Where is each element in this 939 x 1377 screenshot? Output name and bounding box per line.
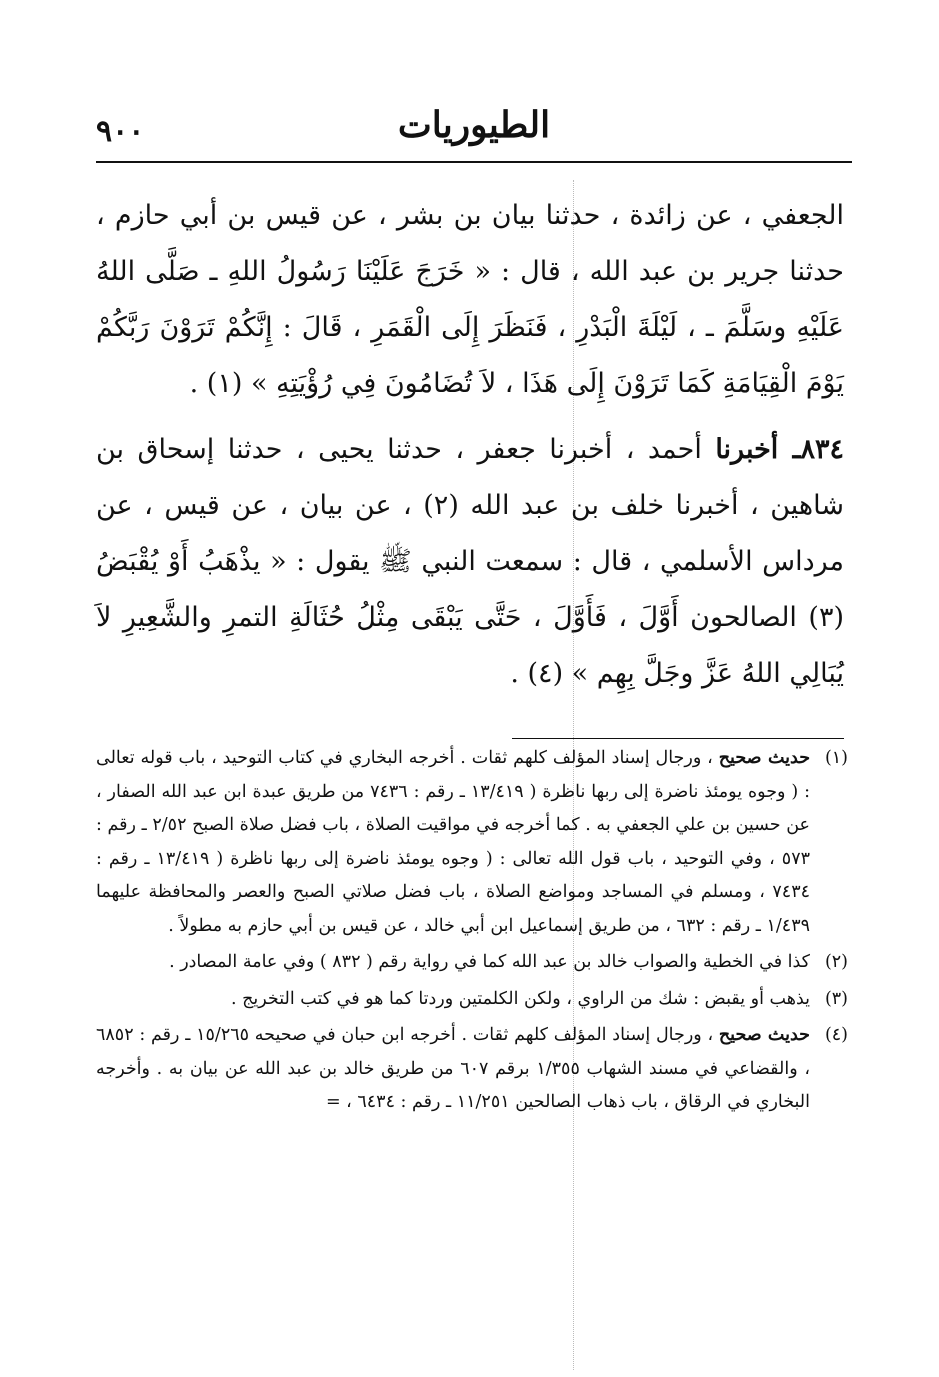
footnote-1 <box>96 742 848 943</box>
footnote-lead: حديث صحيح <box>718 748 811 768</box>
footnote-4 <box>96 1019 848 1120</box>
footnote-mark: (٤) <box>824 1025 848 1045</box>
main-text <box>96 188 844 712</box>
page-number: ٩٠٠ <box>96 114 145 149</box>
paragraph-text: أحمد ، أخبرنا جعفر ، حدثنا يحيى ، حدثنا إسحاق بن شاهين ، أخبرنا خلف بن عبد الله (٢) ، عن بيان ، عن قيس ، عن مرداس الأسلمي ، قال : سمعت النبي ﷺ يقول : « يذْهَبُ أَوْ يُقْبَضُ (٣) الصالحون أَوَّلَ ، فَأَوَّلَ ، حَتَّى يَبْقَى مِثْلُ حُثَالَةِ التمرِ والشَّعِيرِ لاَ يُبَالِي اللهُ عَزَّ وجَلَّ بِهِم » (٤) . <box>96 434 844 689</box>
paragraph-hadith-834 <box>96 422 844 702</box>
running-title: الطيوريات <box>397 104 551 146</box>
paragraph-text: الجعفي ، عن زائدة ، حدثنا بيان بن بشر ، عن قيس بن أبي حازم ، حدثنا جرير بن عبد الله ، قال : « خَرَجَ عَلَيْنَا رَسُولُ اللهِ ـ صَلَّى اللهُ عَلَيْهِ وسَلَّمَ ـ ، لَيْلَةَ الْبَدْرِ ، فَنَظَرَ إِلَى الْقَمَرِ ، قَالَ : إِنَّكُمْ تَرَوْنَ رَبَّكُمْ يَوْمَ الْقِيَامَةِ كَمَا تَرَوْنَ إِلَى هَذَا ، لاَ تُضَامُونَ فِي رُؤْيَتِهِ » (١) . <box>96 200 844 399</box>
page-header <box>96 100 852 160</box>
hadith-number: ٨٣٤ـ أخبرنا <box>715 434 844 465</box>
header-rule <box>96 161 852 163</box>
footnote-body <box>96 1019 810 1120</box>
footnote-2 <box>96 946 848 980</box>
footnote-mark: (٣) <box>824 988 848 1009</box>
footnote-mark: (٢) <box>824 952 848 972</box>
footnote-lead: حديث صحيح <box>718 1025 810 1045</box>
footnote-rule <box>512 738 844 739</box>
footnote-body <box>96 946 810 980</box>
paragraph-continuation <box>96 188 844 412</box>
footnotes <box>96 742 848 1123</box>
footnote-body <box>96 742 810 943</box>
footnote-body <box>96 983 810 1017</box>
footnote-text: كذا في الخطية والصواب خالد بن عبد الله كما في رواية رقم ( ٨٣٢ ) وفي عامة المصادر . <box>169 952 810 972</box>
footnote-text: يذهب أو يقبض : شك من الراوي ، ولكن الكلمتين وردتا كما هو في كتب التخريج . <box>230 988 810 1009</box>
footnote-text: ، ورجال إسناد المؤلف كلهم ثقات . أخرجه ابن حبان في صحيحه ١٥/٢٦٥ ـ رقم : ٦٨٥٢ ، والقضاعي في مسند الشهاب ١/٣٥٥ برقم ٦٠٧ من طريق خالد بن عبد الله عن بيان به . وأخرجه البخاري في الرقاق ، باب ذهاب الصالحين ١١/٢٥١ ـ رقم : ٦٤٣٤ ، = <box>96 1025 810 1112</box>
footnote-3 <box>96 983 848 1017</box>
footnote-text: ، ورجال إسناد المؤلف كلهم ثقات . أخرجه البخاري في كتاب التوحيد ، باب قوله تعالى : ( وجوه يومئذ ناضرة إلى ربها ناظرة ( ١٣/٤١٩ ـ رقم : ٧٤٣٦ من طريق عبدة ابن عبد الله الصفار ، عن حسين بن علي الجعفي به . كما أخرجه في مواقيت الصلاة ، باب فضل صلاة الصبح ٢/٥٢ ـ رقم : ٥٧٣ ، وفي التوحيد ، باب قول الله تعالى : ( وجوه يومئذ ناضرة إلى ربها ناظرة ( ١٣/٤١٩ ـ رقم : ٧٤٣٤ ، ومسلم في المساجد ومواضع الصلاة ، باب فضل صلاتي الصبح والعصر والمحافظة عليهما ١/٤٣٩ ـ رقم : ٦٣٢ ، من طريق إسماعيل ابن أبي خالد ، عن قيس بن أبي حازم به مطولاً . <box>96 748 811 936</box>
footnote-mark: (١) <box>824 748 848 768</box>
